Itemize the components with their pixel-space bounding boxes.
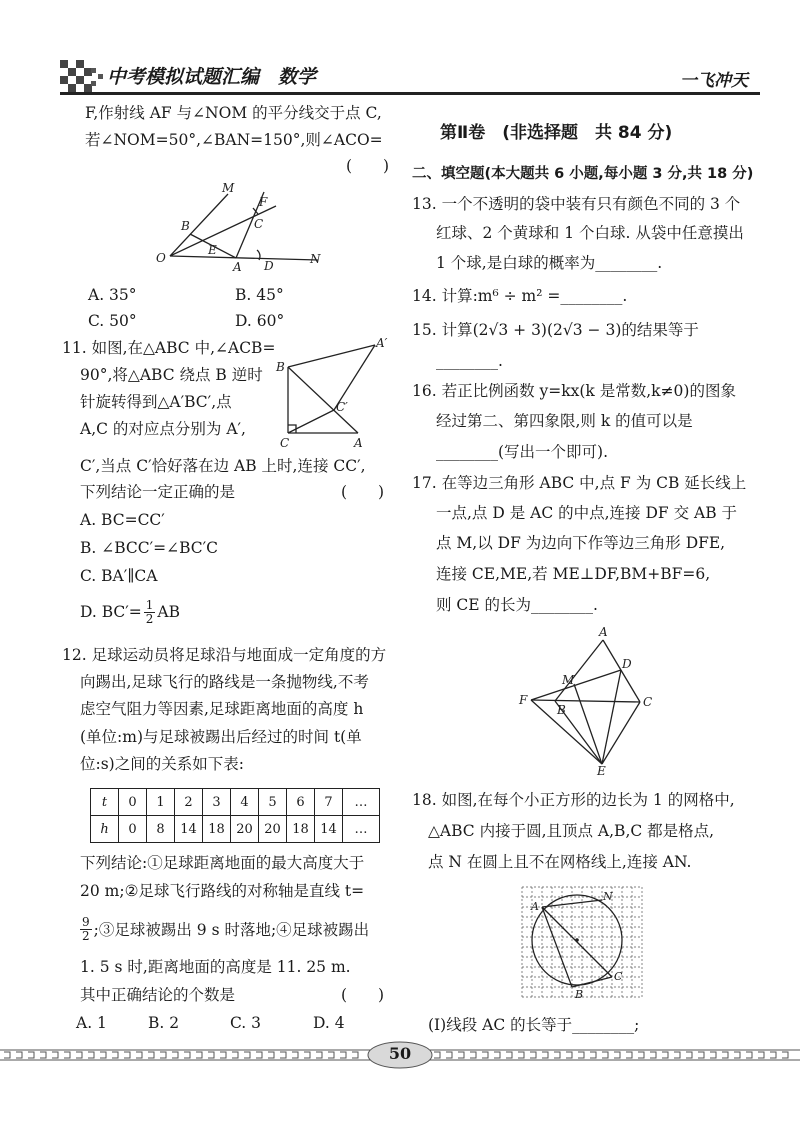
q11-line4: A,C 的对应点分别为 A′, [80, 420, 246, 438]
q18-label-n: N [603, 890, 613, 903]
q12-fraction [80, 916, 92, 943]
q11-line2: 90°,将△ABC 绕点 B 逆时 [80, 366, 263, 384]
table-cell: 3 [203, 789, 231, 816]
q10-label-f: F [259, 195, 268, 209]
q17-line5: 则 CE 的长为________. [436, 596, 598, 614]
q11-line1: 11. 如图,在△ABC 中,∠ACB= [62, 339, 276, 357]
q11-option-d-fraction [144, 599, 156, 626]
table-cell: 0 [119, 816, 147, 843]
q10-figure [150, 180, 330, 275]
q13-line2: 红球、2 个黄球和 1 个白球. 从袋中任意摸出 [436, 224, 744, 242]
table-cell: 1 [147, 789, 175, 816]
q11-label-a: A [354, 436, 363, 450]
q12-line3: 虑空气阻力等因素,足球距离地面的高度 h [80, 700, 364, 718]
q10-label-d: D [264, 259, 274, 273]
q18-label-b: B [575, 988, 584, 1001]
header-rule [60, 92, 760, 95]
q15-line1: 15. 计算(2√3 + 3)(2√3 − 3)的结果等于 [412, 321, 699, 339]
table-cell: 18 [287, 816, 315, 843]
q18-label-a: A [531, 900, 539, 913]
q11-label-c: C [280, 436, 290, 450]
table-cell: 7 [315, 789, 343, 816]
q10-label-e: E [208, 243, 217, 257]
q17-label-e: E [597, 764, 606, 777]
table-cell: 2 [175, 789, 203, 816]
q12-answer-bracket[interactable]: ( ) [341, 986, 385, 1004]
table-cell: h [91, 816, 119, 843]
q10-label-b: B [181, 219, 190, 233]
q10-label-n: N [310, 252, 321, 266]
q17-line3: 点 M,以 DF 为边向下作等边三角形 DFE, [436, 534, 726, 552]
q12-conclusion-4: 1. 5 s 时,距离地面的高度是 11. 25 m. [80, 958, 351, 976]
q12-line2: 向踢出,足球飞行的路线是一条抛物线,不考 [80, 673, 369, 691]
q11-frac-den: 2 [145, 611, 154, 626]
q10-line2: 若∠NOM=50°,∠BAN=150°,则∠ACO= [85, 131, 383, 149]
page-number: 50 [388, 1044, 412, 1063]
q12-option-b[interactable]: B. 2 [148, 1014, 180, 1032]
q18-line1: 18. 如图,在每个小正方形的边长为 1 的网格中, [412, 791, 735, 809]
q11-frac-num: 1 [145, 597, 154, 612]
q10-label-o: O [156, 251, 166, 265]
q12-conclusion-5: 其中正确结论的个数是 [80, 986, 236, 1004]
q12-conclusion-1: 下列结论:①足球距离地面的最大高度大于 [80, 854, 365, 872]
q17-label-b: B [557, 703, 566, 717]
q11-label-b: B [276, 360, 285, 374]
header-logo-checker [60, 60, 90, 90]
q12-frac-num: 9 [82, 914, 90, 929]
q14-line: 14. 计算:m⁶ ÷ m² =________. [412, 287, 628, 305]
q17-line1: 17. 在等边三角形 ABC 中,点 F 为 CB 延长线上 [412, 474, 747, 492]
q13-line3: 1 个球,是白球的概率为________. [436, 254, 663, 272]
q13-line1: 13. 一个不透明的袋中装有只有颜色不同的 3 个 [412, 195, 741, 213]
q16-line1: 16. 若正比例函数 y=kx(k 是常数,k≠0)的图象 [412, 382, 736, 400]
q11-option-d-prefix: D. BC′= [80, 603, 142, 621]
q11-label-a-prime: A′ [376, 336, 388, 350]
q12-data-table [90, 788, 380, 843]
table-cell: 20 [231, 816, 259, 843]
q10-option-c[interactable]: C. 50° [88, 312, 137, 330]
q11-label-c-prime: C′ [336, 400, 348, 414]
q10-label-m: M [222, 181, 235, 195]
q12-frac-den: 2 [82, 928, 90, 943]
q17-label-c: C [643, 695, 653, 709]
q12-line5: 位:s)之间的关系如下表: [80, 755, 244, 773]
q11-answer-bracket[interactable]: ( ) [341, 483, 385, 501]
q10-option-d[interactable]: D. 60° [235, 312, 285, 330]
q10-label-a: A [233, 260, 242, 274]
q15-line2: ________. [436, 352, 503, 370]
q12-option-d[interactable]: D. 4 [313, 1014, 345, 1032]
header-title: 中考模拟试题汇编 数学 [107, 66, 317, 88]
table-cell: … [343, 789, 380, 816]
table-cell: t [91, 789, 119, 816]
q11-option-c[interactable]: C. BA′∥CA [80, 567, 158, 585]
q10-option-a[interactable]: A. 35° [88, 286, 137, 304]
table-cell: 6 [287, 789, 315, 816]
table-cell: 0 [119, 789, 147, 816]
q12-option-a[interactable]: A. 1 [76, 1014, 107, 1032]
q11-line6: 下列结论一定正确的是 [80, 483, 236, 501]
q16-line3: ________(写出一个即可). [436, 443, 609, 461]
q17-label-d: D [622, 657, 632, 671]
table-cell: 5 [259, 789, 287, 816]
table-cell: 18 [203, 816, 231, 843]
q18-line2: △ABC 内接于圆,且顶点 A,B,C 都是格点, [428, 822, 715, 840]
q12-conclusion-3 [80, 912, 369, 946]
q10-answer-bracket[interactable]: ( ) [346, 157, 390, 175]
grid-lines [522, 887, 642, 997]
q11-figure [272, 335, 397, 455]
q12-line4: (单位:m)与足球被踢出后经过的时间 t(单 [80, 728, 362, 746]
q17-label-a: A [599, 625, 608, 639]
q11-option-b[interactable]: B. ∠BCC′=∠BC′C [80, 539, 219, 557]
header-dots [90, 66, 104, 86]
q10-line1: F,作射线 AF 与∠NOM 的平分线交于点 C, [85, 104, 382, 122]
q17-label-m: M [562, 673, 575, 687]
part2-title: 第Ⅱ卷 (非选择题 共 84 分) [440, 123, 673, 143]
table-cell: 20 [259, 816, 287, 843]
q11-line3: 针旋转得到△A′BC′,点 [80, 393, 232, 411]
q18-part1: (Ⅰ)线段 AC 的长等于________; [428, 1016, 640, 1034]
q12-option-c[interactable]: C. 3 [230, 1014, 262, 1032]
q11-option-d[interactable] [80, 595, 180, 629]
table-cell: 14 [315, 816, 343, 843]
q11-option-d-suffix: AB [157, 603, 181, 621]
q10-option-b[interactable]: B. 45° [235, 286, 284, 304]
q11-line5: C′,当点 C′恰好落在边 AB 上时,连接 CC′, [80, 457, 366, 475]
q16-line2: 经过第二、第四象限,则 k 的值可以是 [436, 412, 693, 430]
fill-in-section-heading: 二、填空题(本大题共 6 小题,每小题 3 分,共 18 分) [412, 166, 754, 182]
q12-line1: 12. 足球运动员将足球沿与地面成一定角度的方 [62, 646, 387, 664]
q11-option-a[interactable]: A. BC=CC′ [80, 511, 165, 529]
table-cell: 8 [147, 816, 175, 843]
q17-figure [515, 622, 665, 777]
q17-label-f: F [519, 693, 528, 707]
q18-grid-figure [517, 882, 647, 1002]
table-cell: 4 [231, 789, 259, 816]
table-cell: … [343, 816, 380, 843]
header-brand: 一飞冲天 [680, 71, 748, 91]
q12-row-t [91, 789, 380, 816]
q17-line4: 连接 CE,ME,若 ME⊥DF,BM+BF=6, [436, 565, 711, 583]
q18-label-c: C [614, 970, 623, 983]
q12-conclusion-3-text: ;③足球被踢出 9 s 时落地;④足球被踢出 [93, 921, 370, 939]
q10-label-c: C [254, 217, 264, 231]
table-cell: 14 [175, 816, 203, 843]
q17-line2: 一点,点 D 是 AC 的中点,连接 DF 交 AB 于 [436, 504, 738, 522]
q12-conclusion-2: 20 m;②足球飞行路线的对称轴是直线 t= [80, 882, 365, 900]
q18-line3: 点 N 在圆上且不在网格线上,连接 AN. [428, 853, 692, 871]
q12-row-h [91, 816, 380, 843]
